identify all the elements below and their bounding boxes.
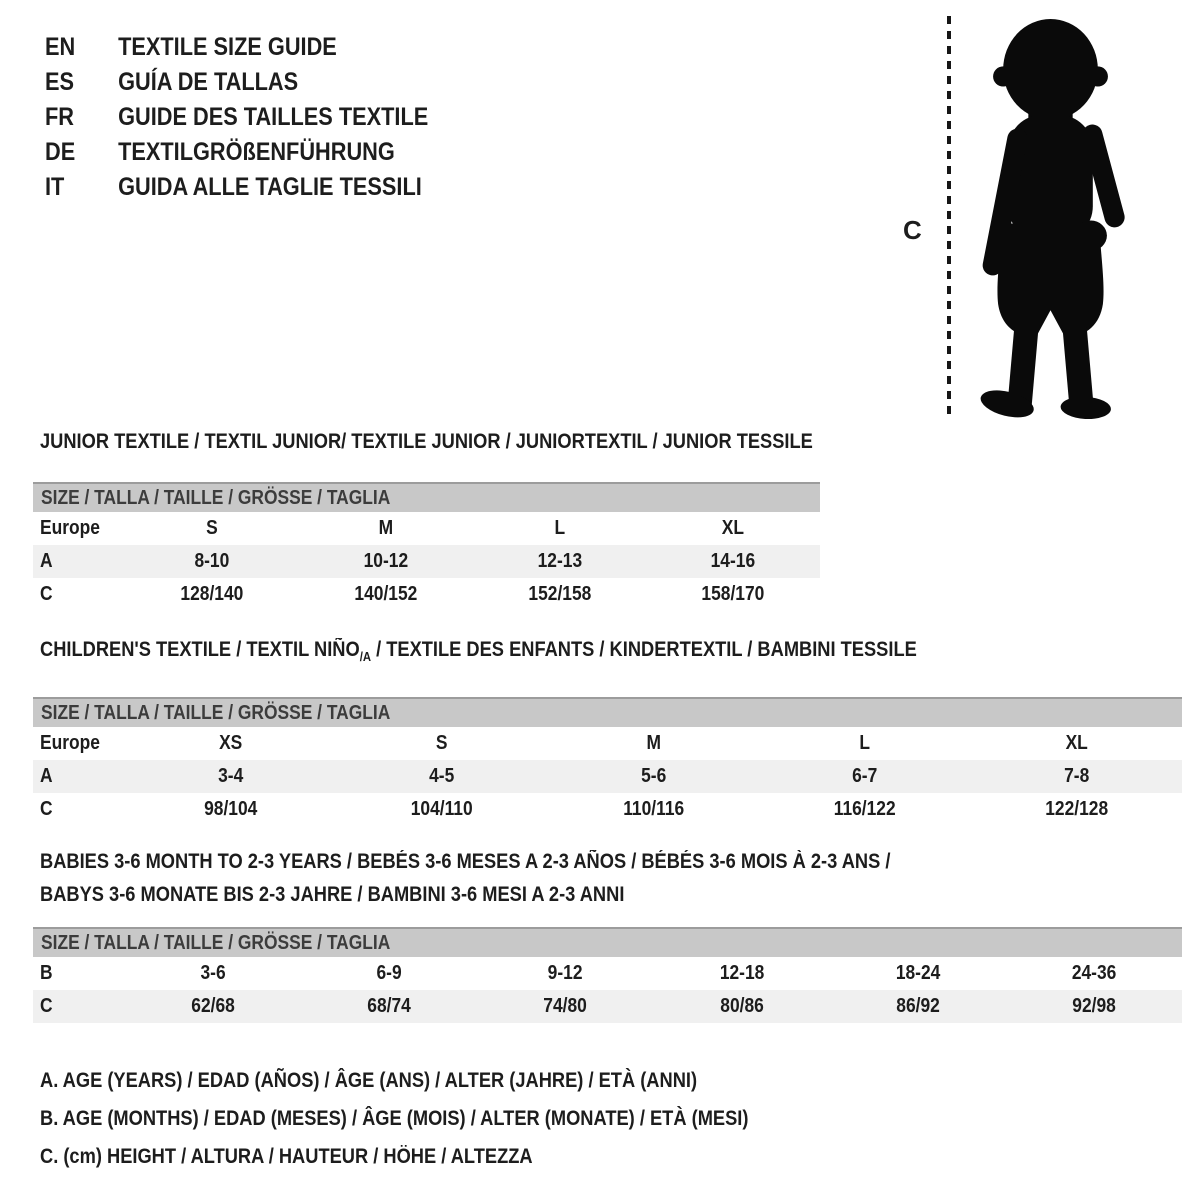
section-title: JUNIOR TEXTILE / TEXTIL JUNIOR/ TEXTILE JUNIOR / JUNIORTEXTIL / JUNIOR TESSILE <box>40 430 813 453</box>
size-header-label: SIZE / TALLA / TAILLE / GRÖSSE / TAGLIA <box>41 487 391 509</box>
lang-row-es <box>45 65 428 100</box>
legend-line-c: C. (cm) HEIGHT / ALTURA / HAUTEUR / HÖHE / ALTEZZA <box>40 1145 533 1168</box>
size-value: 86/92 <box>895 995 940 1017</box>
lang-code: IT <box>45 173 65 201</box>
guide-title: GUÍA DE TALLAS <box>118 68 299 96</box>
size-value: 68/74 <box>367 995 412 1017</box>
size-value: 80/86 <box>719 995 764 1017</box>
size-table <box>33 727 1182 826</box>
size-value: XL <box>722 517 745 539</box>
size-value: L <box>554 517 565 539</box>
section-babies-textile <box>33 845 1182 1023</box>
table-row <box>33 793 1182 826</box>
size-value: S <box>436 732 448 754</box>
size-value: 122/128 <box>1044 798 1108 820</box>
size-value: 9-12 <box>547 962 583 984</box>
section-title-text: CHILDREN'S TEXTILE / TEXTIL NIÑO <box>40 638 360 661</box>
size-value: 116/122 <box>833 798 896 820</box>
lang-code: DE <box>45 138 76 166</box>
row-label: C <box>39 583 53 605</box>
row-label: A <box>39 765 53 787</box>
legend-line-b: B. AGE (MONTHS) / EDAD (MESES) / ÂGE (MOIS) / ALTER (MONATE) / ETÀ (MESI) <box>40 1107 749 1130</box>
size-value: 6-9 <box>376 962 402 984</box>
table-row <box>33 545 820 578</box>
row-label: A <box>39 550 53 572</box>
size-value: 3-4 <box>218 765 244 787</box>
size-value: XL <box>1065 732 1088 754</box>
guide-title: TEXTILE SIZE GUIDE <box>118 33 337 61</box>
row-label: B <box>39 962 53 984</box>
size-value: S <box>206 517 218 539</box>
size-value: 74/80 <box>543 995 588 1017</box>
size-value: 12-18 <box>719 962 764 984</box>
section-junior-textile <box>33 430 820 611</box>
size-value: 10-12 <box>363 550 408 572</box>
row-label: Europe <box>39 732 100 754</box>
size-value: XS <box>219 732 243 754</box>
size-value: 98/104 <box>204 798 258 820</box>
row-label: C <box>39 995 53 1017</box>
legend-line-a: A. AGE (YEARS) / EDAD (AÑOS) / ÂGE (ANS) / ALTER (JAHRE) / ETÀ (ANNI) <box>40 1069 698 1092</box>
row-label: Europe <box>39 517 100 539</box>
row-label: C <box>39 798 53 820</box>
toddler-silhouette-icon <box>960 12 1140 420</box>
size-value: L <box>859 732 871 754</box>
guide-title: GUIDE DES TAILLES TEXTILE <box>118 103 429 131</box>
size-value: M <box>646 732 661 754</box>
section-title <box>40 638 1034 669</box>
size-value: 92/98 <box>1072 995 1116 1017</box>
size-header-label: SIZE / TALLA / TAILLE / GRÖSSE / TAGLIA <box>41 702 391 724</box>
lang-code: ES <box>45 68 75 96</box>
size-value: 6-7 <box>852 765 878 787</box>
size-header-bar <box>33 927 1182 957</box>
lang-code: FR <box>45 103 74 131</box>
table-row <box>33 727 1182 760</box>
size-header-label: SIZE / TALLA / TAILLE / GRÖSSE / TAGLIA <box>41 932 391 954</box>
size-header-bar <box>33 482 820 512</box>
lang-row-fr <box>45 100 428 135</box>
section-title-line2: BABYS 3-6 MONATE BIS 2-3 JAHRE / BAMBINI 3-6 MESI A 2-3 ANNI <box>40 883 625 906</box>
size-value: 18-24 <box>895 962 940 984</box>
size-header-bar <box>33 697 1182 727</box>
table-row <box>33 578 820 611</box>
size-value: 158/170 <box>701 583 765 605</box>
language-title-block <box>45 30 486 205</box>
size-value: M <box>378 517 393 539</box>
section-childrens-textile <box>33 638 1182 826</box>
size-value: 4-5 <box>429 765 455 787</box>
size-value: 14-16 <box>710 550 756 572</box>
size-value: 12-13 <box>537 550 582 572</box>
lang-row-it <box>45 170 428 205</box>
size-value: 62/68 <box>191 995 235 1017</box>
lang-row-de <box>45 135 428 170</box>
section-title <box>40 845 1034 911</box>
size-value: 3-6 <box>200 962 226 984</box>
guide-title: TEXTILGRÖßENFÜHRUNG <box>118 138 395 166</box>
section-title-subscript: /A <box>359 649 372 664</box>
size-value: 5-6 <box>640 765 667 787</box>
table-row <box>33 760 1182 793</box>
height-measure-label: C <box>903 215 922 245</box>
lang-row-en <box>45 30 428 65</box>
size-value: 24-36 <box>1071 962 1117 984</box>
size-value: 128/140 <box>180 583 244 605</box>
size-table <box>33 957 1182 1023</box>
size-value: 104/110 <box>411 798 474 820</box>
lang-code: EN <box>45 33 76 61</box>
section-title-text: / TEXTILE DES ENFANTS / KINDERTEXTIL / BAMBINI TESSILE <box>371 638 917 661</box>
guide-title: GUIDA ALLE TAGLIE TESSILI <box>118 173 422 201</box>
table-row <box>33 512 820 545</box>
size-value: 152/158 <box>527 583 591 605</box>
legend <box>40 1062 854 1176</box>
size-value: 110/116 <box>622 798 684 820</box>
size-value: 7-8 <box>1063 765 1089 787</box>
size-value: 8-10 <box>194 550 230 572</box>
table-row <box>33 990 1182 1023</box>
section-title-line1: BABIES 3-6 MONTH TO 2-3 YEARS / BEBÉS 3-6 MESES A 2-3 AÑOS / BÉBÉS 3-6 MOIS À 2-3 ANS / <box>40 850 891 873</box>
size-table <box>33 512 820 611</box>
size-value: 140/152 <box>354 583 418 605</box>
height-measure-dashed-line <box>947 16 951 416</box>
table-row <box>33 957 1182 990</box>
